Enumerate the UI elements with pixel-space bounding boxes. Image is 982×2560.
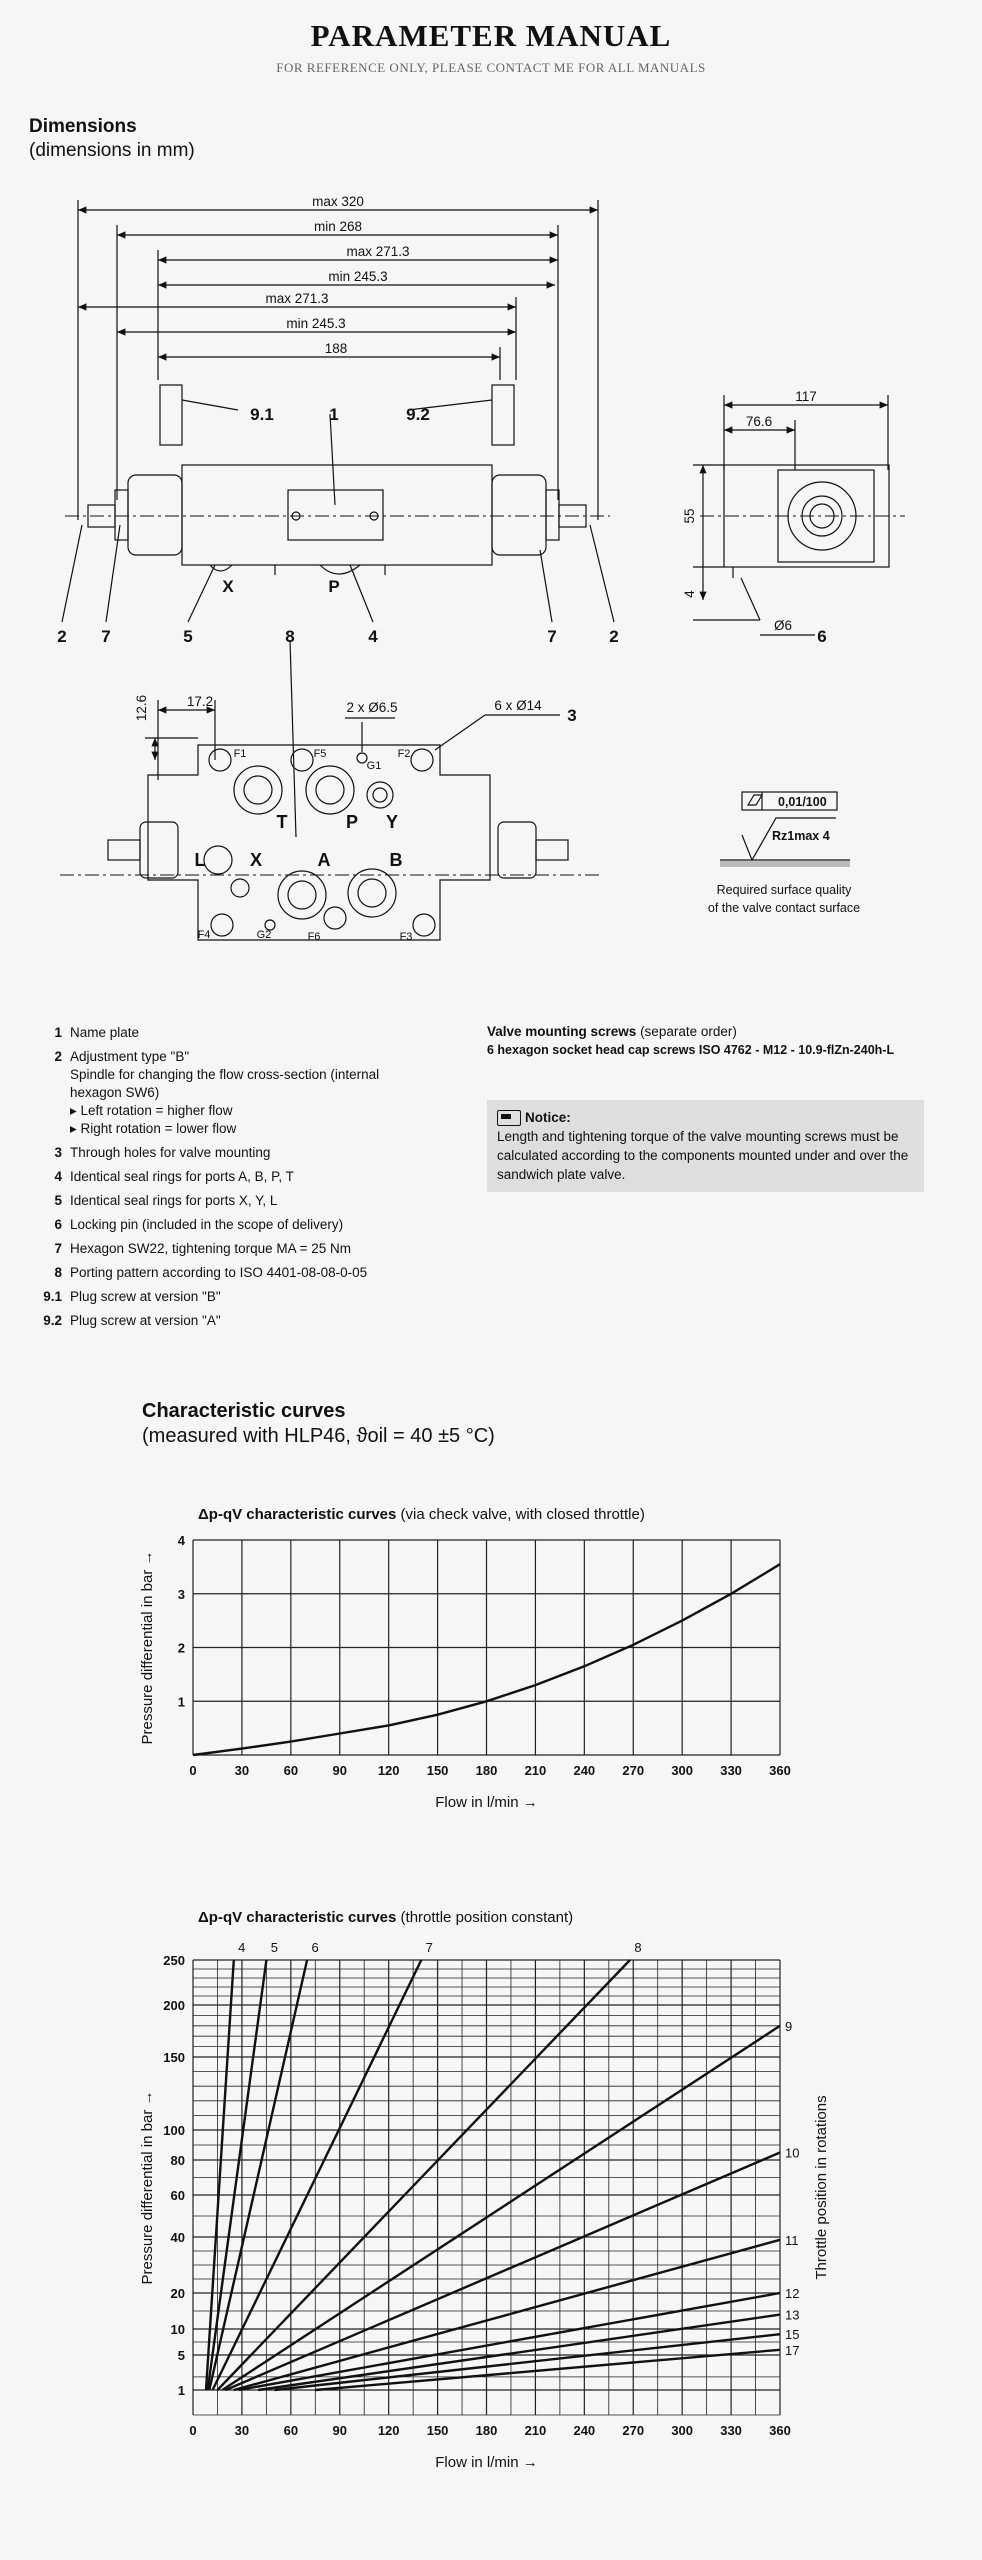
- notice-title: Notice:: [525, 1110, 571, 1125]
- chart1-x-tick: 210: [524, 1763, 547, 1778]
- port-t: T: [276, 812, 288, 832]
- legend-number: 8: [54, 1265, 62, 1280]
- dimensions-title: Dimensions: [29, 116, 137, 137]
- chart2-series-line: [222, 2026, 780, 2390]
- chart-check-valve: [0, 1490, 982, 1830]
- dim-pin-6: Ø6: [773, 618, 793, 633]
- chart2-x-tick: 210: [524, 2423, 547, 2438]
- port-f6: F6: [307, 931, 321, 943]
- chart2-y-tick: 20: [170, 2286, 185, 2301]
- chart2-x-tick: 300: [671, 2423, 694, 2438]
- legend-number: 2: [54, 1049, 62, 1064]
- page-subtitle: FOR REFERENCE ONLY, PLEASE CONTACT ME FOR ALL MANUALS: [276, 60, 706, 75]
- dim-max-320: max 320: [312, 194, 364, 209]
- chart2-y-tick: 60: [170, 2188, 185, 2203]
- chart2-series-label: 15: [785, 2327, 800, 2343]
- dim-max-2713-a: max 271.3: [346, 244, 410, 259]
- chart2-series-label: 11: [785, 2232, 799, 2248]
- chart1-x-tick: 150: [426, 1763, 449, 1778]
- legend-number: 3: [54, 1145, 62, 1160]
- chart-throttle: [0, 1895, 982, 2471]
- chart2-x-tick: 30: [234, 2423, 250, 2438]
- legend-number: 9.2: [43, 1313, 62, 1328]
- legend-text: Through holes for valve mounting: [70, 1145, 271, 1160]
- chart2-series-label: 7: [425, 1940, 433, 1955]
- chart1-y-tick: 4: [177, 1533, 185, 1548]
- chart2-series-label: 6: [311, 1940, 319, 1955]
- chart2-series-line: [258, 2315, 780, 2390]
- chart2-x-tick: 180: [475, 2423, 498, 2438]
- chart2-series-line: [213, 1960, 422, 2390]
- legend-text: Plug screw at version "A": [70, 1313, 221, 1328]
- callout-x: X: [222, 577, 234, 596]
- chart1-title: Δp-qV characteristic curves (via check valve, with closed throttle): [198, 1506, 645, 1523]
- screws-spec: 6 hexagon socket head cap screws ISO 4762 - M12 - 10.9-flZn-240h-L: [487, 1043, 895, 1057]
- chart2-series-line: [275, 2334, 781, 2390]
- screws-note: (separate order): [636, 1024, 737, 1039]
- callout-7-right: 7: [547, 627, 557, 646]
- chart2-series-label: 10: [785, 2145, 800, 2161]
- chart2-x-tick: 120: [377, 2423, 400, 2438]
- port-g2: G2: [256, 929, 272, 941]
- port-g1: G1: [366, 760, 382, 772]
- legend-number: 1: [54, 1025, 62, 1040]
- surface-flatness: 0,01/100: [778, 795, 827, 809]
- chart2-y-tick: 150: [163, 2050, 185, 2065]
- callout-8: 8: [285, 627, 295, 646]
- screws-block: [487, 1022, 937, 1060]
- holes-2x65: 2 x Ø6.5: [346, 700, 398, 715]
- legend-text: Adjustment type "B" Spindle for changing the flow cross-section (internal hexagon SW6) ▸ Left rotation = higher flow ▸ Right rotation = lower flow: [70, 1049, 380, 1136]
- holes-6x14: 6 x Ø14: [494, 698, 542, 713]
- chart2-ylabel: Pressure differential in bar →: [139, 2090, 156, 2285]
- chart2-series-label: 17: [785, 2342, 800, 2358]
- chart2-x-tick: 240: [573, 2423, 596, 2438]
- chart2-series-label: 4: [238, 1940, 246, 1955]
- chart2-series-line: [239, 2293, 780, 2390]
- callout-7-left: 7: [101, 627, 111, 646]
- legend-number: 9.1: [43, 1289, 62, 1304]
- chart1-xlabel: Flow in l/min →: [435, 1794, 538, 1811]
- legend-text: Identical seal rings for ports X, Y, L: [70, 1193, 278, 1208]
- chart1-y-tick: 2: [177, 1640, 185, 1656]
- chart2-x-tick: 330: [720, 2423, 742, 2438]
- chart2-x-tick: 60: [283, 2423, 299, 2438]
- chart2-x-tick: 270: [622, 2423, 645, 2438]
- chart1-x-tick: 240: [573, 1763, 596, 1778]
- chart2-series-label: 9: [785, 2018, 793, 2034]
- chart1-x-tick: 270: [622, 1763, 645, 1778]
- chart2-series-label: 8: [634, 1940, 642, 1955]
- callout-2-left: 2: [57, 627, 67, 646]
- chart2-y-tick: 80: [170, 2153, 185, 2168]
- surface-line-2: of the valve contact surface: [707, 901, 861, 915]
- port-f5: F5: [313, 748, 327, 760]
- dim-117: 117: [795, 389, 817, 404]
- notice-text: Length and tightening torque of the valve mounting screws must be calculated according to the components mounted under and over the sandwich plate valve.: [497, 1129, 909, 1182]
- port-f4: F4: [197, 929, 211, 941]
- screws-title: Valve mounting screws: [487, 1024, 637, 1039]
- characteristic-title: Characteristic curves: [142, 1400, 346, 1422]
- port-f1: F1: [233, 748, 247, 760]
- dim-min-2453-a: min 245.3: [328, 269, 388, 284]
- legend-number: 6: [54, 1217, 62, 1232]
- chart1-x-tick: 360: [769, 1763, 791, 1778]
- chart1-x-tick: 330: [720, 1763, 742, 1778]
- callout-p: P: [328, 577, 340, 596]
- callout-9-2: 9.2: [406, 405, 430, 424]
- port-f2: F2: [397, 748, 411, 760]
- callout-3: 3: [567, 706, 577, 725]
- legend-number: 4: [54, 1169, 62, 1184]
- port-y: Y: [385, 812, 399, 832]
- chart2-x-tick: 150: [426, 2423, 449, 2438]
- legend-text: Identical seal rings for ports A, B, P, T: [70, 1169, 294, 1184]
- chart2-series-label: 13: [785, 2307, 800, 2323]
- chart2-y-tick: 100: [163, 2123, 185, 2138]
- chart2-y2label: Throttle position in rotations: [813, 2095, 830, 2280]
- chart2-x-tick: 0: [189, 2423, 197, 2438]
- chart1-x-tick: 60: [283, 1763, 299, 1778]
- chart1-x-tick: 30: [234, 1763, 250, 1778]
- legend-number: 5: [54, 1193, 62, 1208]
- chart2-series-label: 12: [785, 2286, 800, 2301]
- legend-number: 7: [54, 1241, 62, 1256]
- dim-17-2: 17.2: [186, 694, 214, 709]
- chart2-y-tick: 10: [170, 2322, 185, 2337]
- port-a: A: [317, 850, 331, 870]
- chart1-y-tick: 1: [177, 1694, 185, 1710]
- dim-4: 4: [682, 590, 697, 598]
- chart2-xlabel: Flow in l/min →: [435, 2454, 538, 2471]
- chart1-ylabel: Pressure differential in bar →: [139, 1550, 156, 1745]
- chart1-x-tick: 90: [332, 1763, 347, 1778]
- chart1-x-tick: 300: [671, 1763, 694, 1778]
- chart2-y-tick: 1: [177, 2383, 185, 2398]
- legend-text: Porting pattern according to ISO 4401-08-08-0-05: [70, 1265, 368, 1280]
- chart2-y-tick: 200: [163, 1998, 185, 2013]
- callout-4: 4: [368, 627, 378, 646]
- chart1-y-tick: 3: [177, 1586, 185, 1602]
- chart2-series-line: [218, 1960, 631, 2390]
- legend-text: Locking pin (included in the scope of delivery): [70, 1217, 344, 1232]
- chart2-title: Δp-qV characteristic curves (throttle position constant): [198, 1909, 574, 1926]
- dim-min-2453-b: min 245.3: [286, 316, 346, 331]
- dim-max-2713-b: max 271.3: [265, 291, 329, 306]
- chart2-series-line: [234, 2240, 780, 2390]
- port-b: B: [389, 850, 403, 870]
- callout-5: 5: [183, 627, 193, 646]
- port-p: P: [345, 812, 359, 832]
- dim-12-6: 12.6: [134, 694, 149, 722]
- callout-1: 1: [329, 405, 339, 424]
- chart1-x-tick: 0: [189, 1763, 197, 1778]
- dim-min-268: min 268: [313, 219, 363, 234]
- legend-text: Hexagon SW22, tightening torque MA = 25 Nm: [70, 1241, 352, 1256]
- chart1-x-tick: 180: [475, 1763, 498, 1778]
- surface-line-1: Required surface quality: [716, 883, 852, 897]
- notice-icon: [497, 1110, 521, 1126]
- chart2-series-line: [206, 1960, 234, 2390]
- port-x: X: [249, 850, 263, 870]
- callout-6: 6: [817, 627, 827, 646]
- surface-roughness: Rz1max 4: [772, 829, 830, 843]
- legend-text: Plug screw at version "B": [70, 1289, 221, 1304]
- chart2-series-label: 5: [270, 1940, 278, 1955]
- chart2-x-tick: 360: [769, 2423, 791, 2438]
- chart1-x-tick: 120: [377, 1763, 400, 1778]
- chart2-y-tick: 5: [177, 2348, 185, 2363]
- port-f3: F3: [399, 931, 413, 943]
- callout-9-1: 9.1: [250, 405, 274, 424]
- dim-55: 55: [682, 508, 697, 524]
- dim-188: 188: [324, 341, 348, 356]
- dim-76-6: 76.6: [745, 414, 773, 429]
- callout-2-right: 2: [609, 627, 619, 646]
- chart2-y-tick: 40: [170, 2230, 185, 2245]
- characteristic-subtitle: (measured with HLP46, ϑoil = 40 ±5 °C): [142, 1425, 495, 1447]
- page-title: PARAMETER MANUAL: [310, 18, 672, 53]
- dimension-drawing: [0, 180, 982, 943]
- port-l: L: [194, 850, 206, 870]
- chart2-y-tick: 250: [163, 1953, 185, 1968]
- notice-box: [487, 1100, 924, 1192]
- legend-text: Name plate: [70, 1025, 140, 1040]
- chart2-x-tick: 90: [332, 2423, 347, 2438]
- chart2-series-line: [315, 2350, 780, 2390]
- dimensions-subtitle: (dimensions in mm): [29, 140, 195, 161]
